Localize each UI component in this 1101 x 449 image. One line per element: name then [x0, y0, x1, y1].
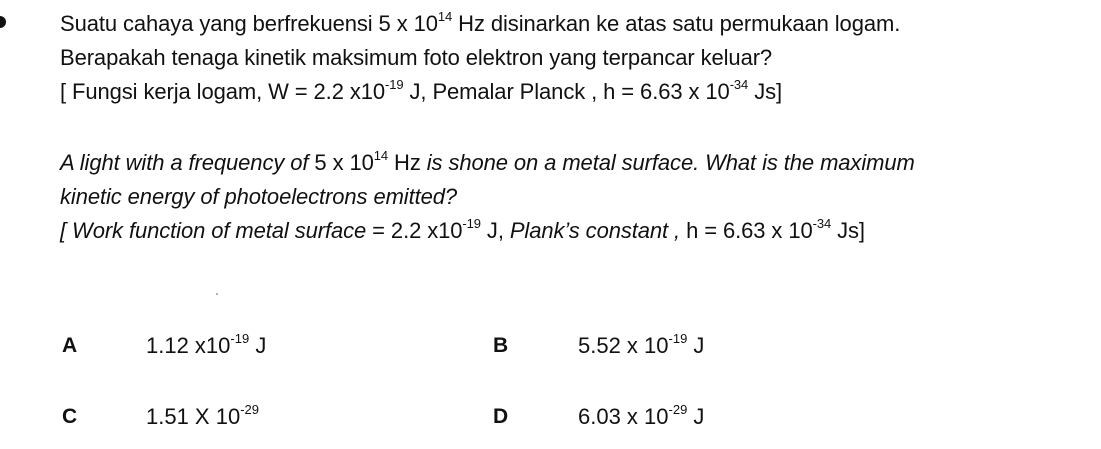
option-b-answer[interactable]: 5.52 x $10^{-19}$ J [578, 331, 705, 358]
malay-given-data: [ Fungsi kerja logam, W = 2.2 $x10^{-19}$ J, Pemalar Planck , h = 6.63 x $10^{-34}$ Js] [60, 77, 783, 104]
english-given-data: [ Work function of metal surface = 2.2 $x10^{-19}$ J, Plank’s constant , h = 6.63 x $10^{-34}$ Js] [60, 216, 865, 243]
malay-question-line-2: Berapakah tenaga kinetik maksimum foto elektron yang terpancar keluar? [60, 45, 773, 70]
english-question-line-2: kinetic energy of photoelectrons emitted? [60, 184, 458, 209]
english-question-line-1: A light with a frequency of 5 x $10^{14}$ Hz is shone on a metal surface. What is the maximum [60, 148, 915, 175]
scan-speck [216, 293, 218, 295]
malay-question-line-1: Suatu cahaya yang berfrekuensi 5 x $10^{14}$ Hz disinarkan ke atas satu permukaan logam. [60, 9, 901, 36]
option-d-letter[interactable]: D [493, 405, 509, 428]
option-c-letter[interactable]: C [62, 405, 78, 428]
option-c-answer[interactable]: 1.51 X $10^{-29}$ [146, 402, 259, 429]
question-bullet [0, 16, 6, 28]
option-d-answer[interactable]: 6.03 x $10^{-29}$ J [578, 402, 705, 429]
option-a-answer[interactable]: 1.12 $x10^{-19}$ J [146, 331, 267, 358]
option-b-letter[interactable]: B [493, 334, 509, 357]
option-a-letter[interactable]: A [62, 334, 78, 357]
